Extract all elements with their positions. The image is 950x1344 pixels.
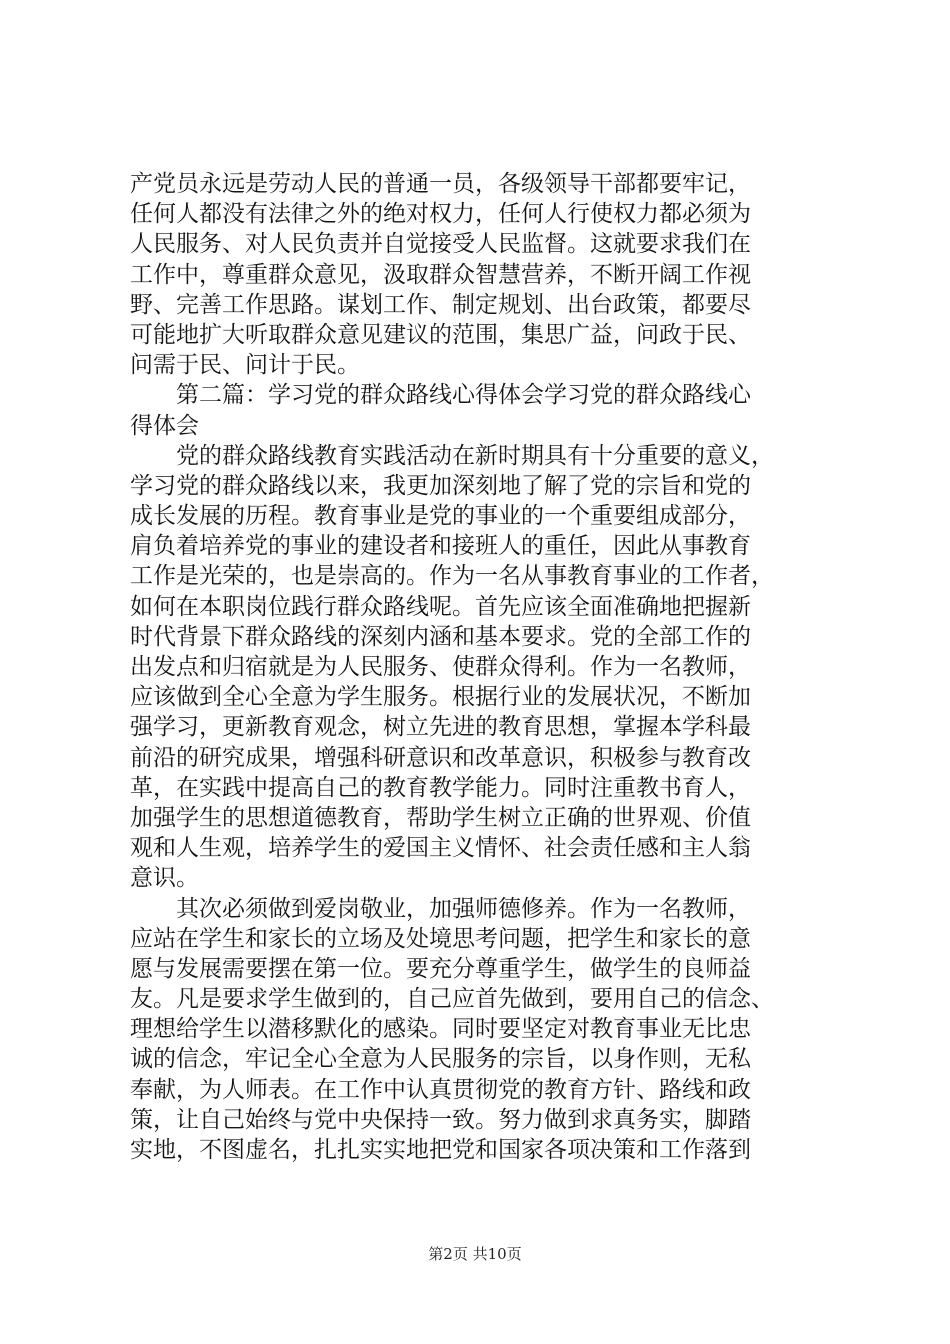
text-line: 人民服务、对人民负责并自觉接受人民监督。这就要求我们在 bbox=[130, 231, 751, 258]
text-line: 强学习，更新教育观念，树立先进的教育思想，掌握本学科最 bbox=[130, 714, 751, 741]
text-line: 得体会 bbox=[130, 412, 199, 439]
page-footer: 第2页 共10页 bbox=[428, 1245, 522, 1263]
text-line: 革，在实践中提高自己的教育教学能力。同时注重教书育人， bbox=[130, 774, 751, 801]
text-line: 时代背景下群众路线的深刻内涵和基本要求。党的全部工作的 bbox=[130, 623, 751, 650]
text-line: 成长发展的历程。教育事业是党的事业的一个重要组成部分， bbox=[130, 503, 751, 530]
text-line: 问需于民、问计于民。 bbox=[130, 352, 360, 379]
text-line: 友。凡是要求学生做到的，自己应首先做到，要用自己的信念、 bbox=[130, 986, 774, 1013]
text-line: 前沿的研究成果，增强科研意识和改革意识，积极参与教育改 bbox=[130, 744, 751, 771]
text-line: 产党员永远是劳动人民的普通一员，各级领导干部都要牢记， bbox=[130, 171, 751, 197]
text-line: 野、完善工作思路。谋划工作、制定规划、出台政策，都要尽 bbox=[130, 291, 751, 318]
text-line: 工作中，尊重群众意见，汲取群众智慧营养，不断开阔工作视 bbox=[130, 261, 751, 288]
text-line: 任何人都没有法律之外的绝对权力，任何人行使权力都必须为 bbox=[130, 201, 751, 228]
text-line: 第二篇：学习党的群众路线心得体会学习党的群众路线心 bbox=[130, 382, 751, 409]
text-line: 理想给学生以潜移默化的感染。同时要坚定对教育事业无比忠 bbox=[130, 1016, 751, 1043]
document-body bbox=[130, 169, 835, 1165]
text-line: 出发点和归宿就是为人民服务、使群众得利。作为一名教师， bbox=[130, 654, 751, 680]
text-line: 可能地扩大听取群众意见建议的范围，集思广益，问政于民、 bbox=[130, 321, 751, 348]
text-line: 如何在本职岗位践行群众路线呢。首先应该全面准确地把握新 bbox=[130, 593, 751, 620]
text-line: 应该做到全心全意为学生服务。根据行业的发展状况，不断加 bbox=[130, 684, 751, 711]
text-line: 奉献，为人师表。在工作中认真贯彻党的教育方针、路线和政 bbox=[130, 1076, 751, 1103]
text-line: 策，让自己始终与党中央保持一致。努力做到求真务实，脚踏 bbox=[130, 1106, 751, 1133]
text-line: 实地，不图虚名，扎扎实实地把党和国家各项决策和工作落到 bbox=[130, 1137, 751, 1163]
text-line: 应站在学生和家长的立场及处境思考问题，把学生和家长的意 bbox=[130, 925, 751, 952]
text-line: 意识。 bbox=[130, 865, 199, 892]
text-line: 工作是光荣的，也是崇高的。作为一名从事教育事业的工作者， bbox=[130, 563, 774, 590]
text-line: 诚的信念，牢记全心全意为人民服务的宗旨，以身作则，无私 bbox=[130, 1046, 751, 1073]
text-line: 肩负着培养党的事业的建设者和接班人的重任，因此从事教育 bbox=[130, 533, 751, 560]
text-line: 学习党的群众路线以来，我更加深刻地了解了党的宗旨和党的 bbox=[130, 472, 751, 499]
text-line: 党的群众路线教育实践活动在新时期具有十分重要的意义， bbox=[130, 442, 774, 469]
text-line: 加强学生的思想道德教育，帮助学生树立正确的世界观、价值 bbox=[130, 804, 751, 831]
text-line: 其次必须做到爱岗敬业，加强师德修养。作为一名教师， bbox=[130, 895, 751, 922]
text-line: 观和人生观，培养学生的爱国主义情怀、社会责任感和主人翁 bbox=[130, 835, 751, 862]
text-line: 愿与发展需要摆在第一位。要充分尊重学生，做学生的良师益 bbox=[130, 955, 751, 982]
